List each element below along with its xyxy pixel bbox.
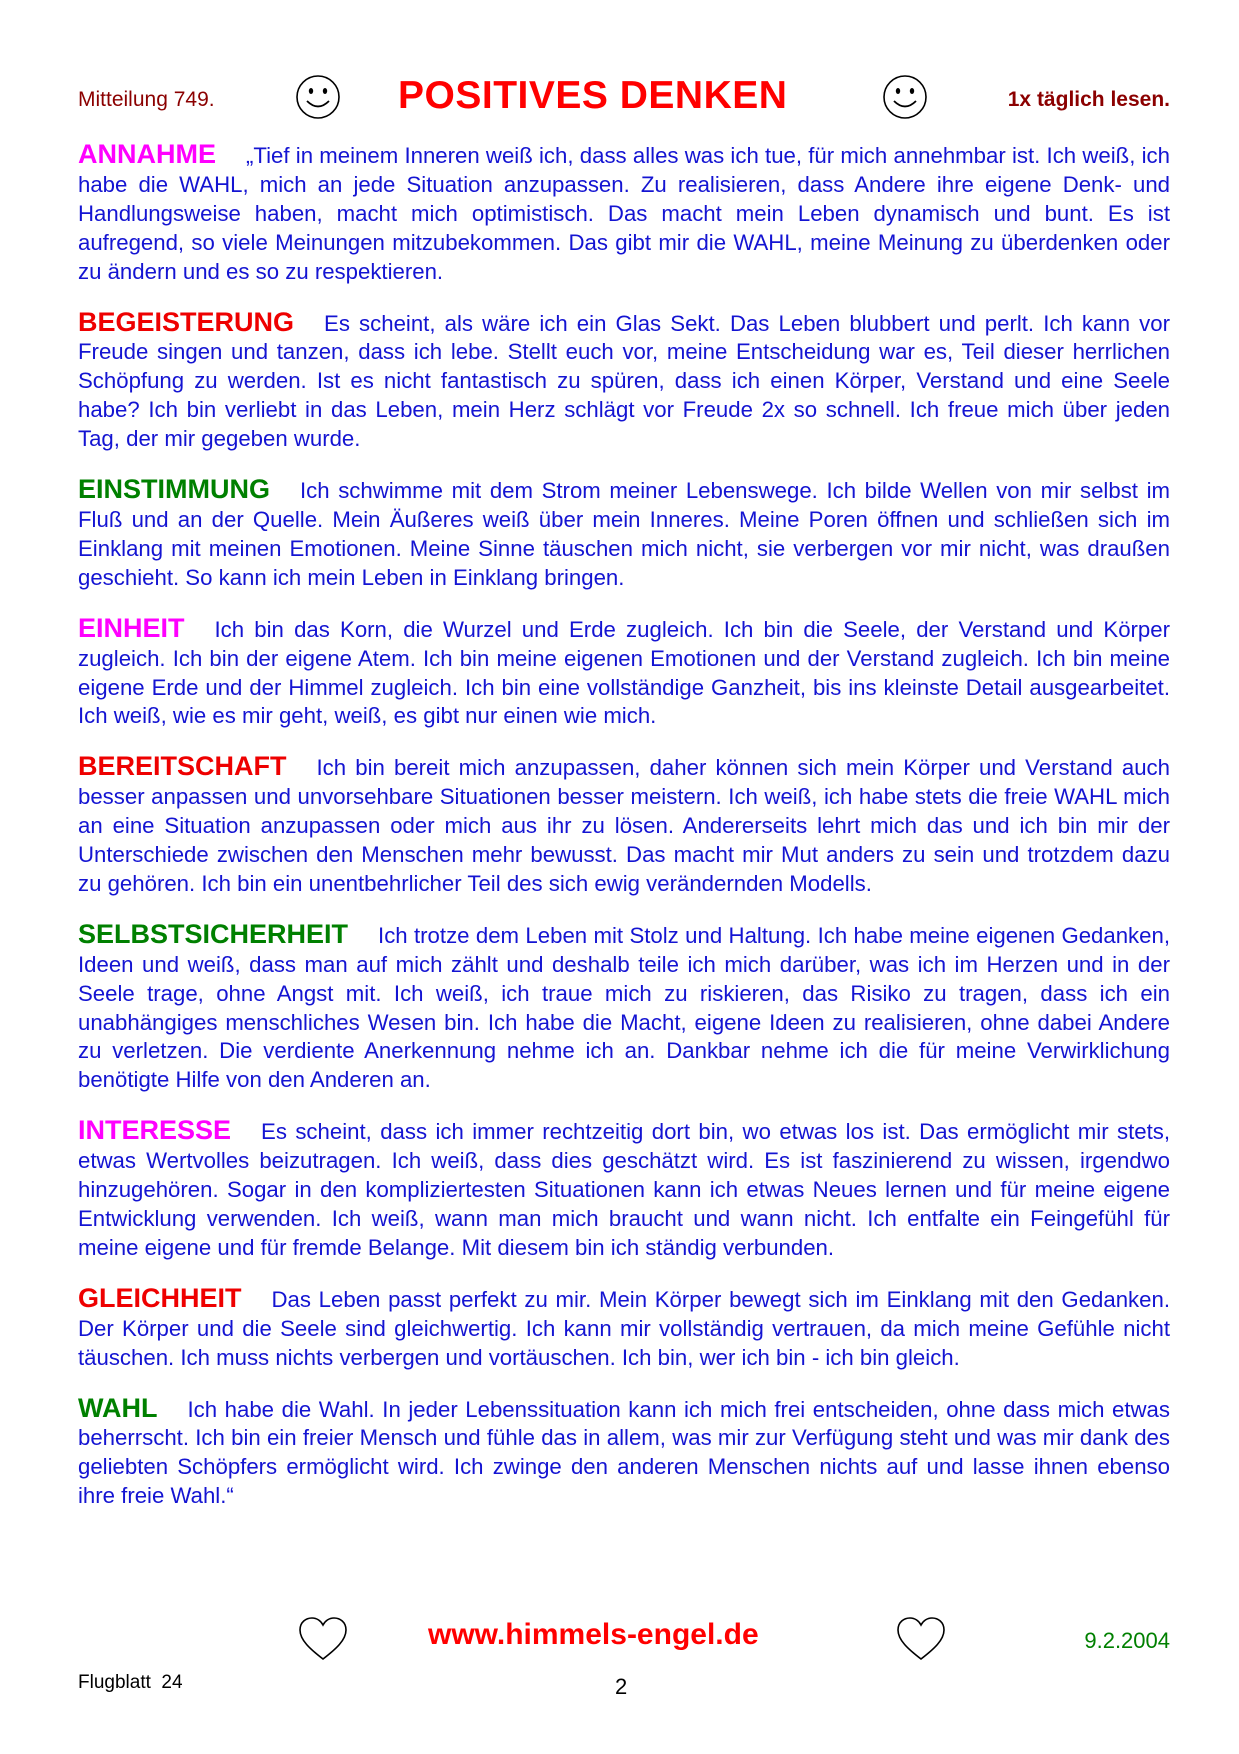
page-number: 2 xyxy=(615,1674,628,1699)
section-einstimmung xyxy=(78,475,1170,593)
section-text: Es scheint, als wäre ich ein Glas Sekt. Das Leben blubbert und perlt. Ich kann vor Freude singen und tanzen, dass ich lebe. Stellt euch vor, meine Entscheidung war es, Teil dieser herrlichen Schöpfung zu werden. Ist es nicht fantastisch zu spüren, dass ich einen Körper, Verstand und eine Seele habe? Ich bin verliebt in das Leben, mein Herz schlägt vor Freude 2x so schnell. Ich freue mich über jeden Tag, der mir gegeben wurde. xyxy=(78,310,1170,452)
section-text: „Tief in meinem Inneren weiß ich, dass alles was ich tue, für mich annehmbar ist. Ich weiß, ich habe die WAHL, mich an jede Situation anzupassen. Zu realisieren, dass Andere ihre eigene Denk- und Handlungsweise haben, macht mich optimistisch. Das macht mein Leben dynamisch und bunt. Es ist aufregend, so viele Meinungen mitzubekommen. Das gibt mir die WAHL, meine Meinung zu überdenken oder zu ändern und es so zu respektieren. xyxy=(78,143,1170,284)
section-annahme xyxy=(78,140,1170,287)
section-text: Ich bin das Korn, die Wurzel und Erde zugleich. Ich bin die Seele, der Verstand und Körper zugleich. Ich bin der eigene Atem. Ich bin meine eigenen Emotionen und der Verstand zugleich. Ich bin meine eigene Erde und der Himmel zugleich. Ich bin eine vollständige Ganzheit, bis ins kleinste Detail ausgearbeitet. Ich weiß, wie es mir geht, weiß, es gibt nur einen wie mich. xyxy=(78,616,1170,729)
section-interesse xyxy=(78,1116,1170,1263)
heart-outline-icon xyxy=(896,1616,946,1662)
section-keyword: ANNAHME xyxy=(78,139,216,169)
smiley-face-icon xyxy=(295,74,341,120)
section-text: Ich habe die Wahl. In jeder Lebenssituation kann ich mich frei entscheiden, ohne dass mich etwas beherrscht. Ich bin ein freier Mensch und fühle das in allem, was mir zur Verfügung steht und was mir dank des geliebten Schöpfers ermöglicht wird. Ich zwinge den anderen Menschen nichts auf und lasse ihnen ebenso ihre freie Wahl.“ xyxy=(78,1396,1170,1509)
section-einheit xyxy=(78,614,1170,732)
section-keyword: BEGEISTERUNG xyxy=(78,306,295,337)
heart-outline-icon xyxy=(298,1616,348,1662)
website-link[interactable]: www.himmels-engel.de xyxy=(428,1618,759,1651)
flyer-number: Flugblatt 24 xyxy=(78,1672,183,1693)
reading-hint: 1x täglich lesen. xyxy=(1007,88,1170,111)
section-keyword: INTERESSE xyxy=(78,1115,232,1146)
footer xyxy=(78,1616,1170,1726)
section-gleichheit xyxy=(78,1284,1170,1373)
section-keyword: SELBSTSICHERHEIT xyxy=(78,918,349,949)
section-text: Ich trotze dem Leben mit Stolz und Haltung. Ich habe meine eigenen Gedanken, Ideen und weiß, dass man auf mich zählt und deshalb teile ich mich darüber, was ich im Herzen und in der Seele trage, ohne Angst mit. Ich weiß, ich traue mich zu riskieren, das Risiko zu tragen, dass ich ein unabhängiges menschliches Wesen bin. Ich habe die Macht, eigene Ideen zu realisieren, ohne dabei Andere zu verletzen. Die verdiente Anerkennung nehme ich an. Dankbar nehme ich die für meine Verwirklichung benötigte Hilfe von den Anderen an. xyxy=(78,922,1170,1093)
date: 9.2.2004 xyxy=(1084,1628,1170,1653)
section-selbstsicherheit xyxy=(78,920,1170,1095)
section-keyword: EINSTIMMUNG xyxy=(78,474,270,505)
section-text: Es scheint, dass ich immer rechtzeitig dort bin, wo etwas los ist. Das ermöglicht mir stets, etwas Wertvolles beizutragen. Ich weiß, dass dies geschätzt wird. Es ist faszinierend zu wissen, irgendwo hinzugehören. Sogar in den kompliziertesten Situationen kann ich etwas Neues lernen und für meine eigene Entwicklung verwenden. Ich weiß, wann man mich braucht und wann nicht. Ich entfalte ein Feingefühl für meine eigene und für fremde Belange. Mit diesem bin ich ständig verbunden. xyxy=(78,1119,1170,1260)
notice-number: Mitteilung 749. xyxy=(78,88,215,111)
section-wahl xyxy=(78,1394,1170,1512)
section-begeisterung xyxy=(78,308,1170,455)
section-bereitschaft xyxy=(78,752,1170,899)
section-keyword: GLEICHHEIT xyxy=(78,1282,242,1313)
header xyxy=(78,70,1170,130)
section-keyword: EINHEIT xyxy=(78,612,185,643)
smiley-face-icon xyxy=(882,74,928,120)
section-keyword: WAHL xyxy=(78,1392,158,1423)
content xyxy=(78,140,1170,1532)
page-title: POSITIVES DENKEN xyxy=(398,74,788,117)
section-text: Das Leben passt perfekt zu mir. Mein Körper bewegt sich im Einklang mit den Gedanken. Der Körper und die Seele sind gleichwertig. Ich kann mir vollständig vertrauen, da mich meine Gefühle nicht täuschen. Ich muss nichts verbergen und vortäuschen. Ich bin, wer ich bin - ich bin gleich. xyxy=(78,1286,1170,1370)
section-text: Ich bin bereit mich anzupassen, daher können sich mein Körper und Verstand auch besser anpassen und unvorsehbare Situationen besser meistern. Ich weiß, ich habe stets die freie WAHL mich an eine Situation anzupassen oder mich aus ihr zu lösen. Andererseits lehrt mich das und ich bin mir der Unterschiede zwischen den Menschen mehr bewusst. Das macht mir Mut anders zu sein und trotzdem dazu zu gehören. Ich bin ein unentbehrlicher Teil des sich ewig verändernden Modells. xyxy=(78,755,1170,896)
section-text: Ich schwimme mit dem Strom meiner Lebenswege. Ich bilde Wellen von mir selbst im Fluß und an der Quelle. Mein Äußeres weiß über mein Inneres. Meine Poren öffnen und schließen sich im Einklang mit meinen Emotionen. Meine Sinne täuschen mich nicht, sie verbergen vor mir nicht, was draußen geschieht. So kann ich mein Leben in Einklang bringen. xyxy=(78,478,1170,590)
section-keyword: BEREITSCHAFT xyxy=(78,751,287,782)
